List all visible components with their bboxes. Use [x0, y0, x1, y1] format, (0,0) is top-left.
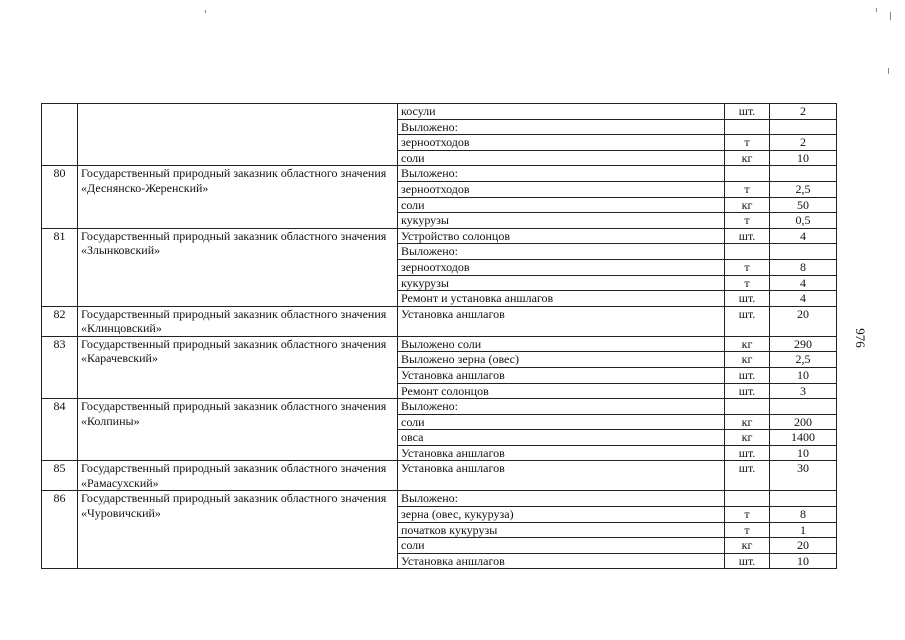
row-number: 86: [42, 491, 78, 569]
unit-cell: [725, 119, 770, 135]
activity-cell: соли: [398, 414, 725, 430]
activity-cell: зерноотходов: [398, 135, 725, 151]
activity-cell: соли: [398, 197, 725, 213]
quantity-cell: 50: [770, 197, 837, 213]
unit-cell: шт.: [725, 461, 770, 491]
activity-cell: початков кукурузы: [398, 522, 725, 538]
unit-cell: шт.: [725, 445, 770, 461]
reserve-name: Государственный природный заказник областного значения «Чуровичский»: [78, 491, 398, 569]
unit-cell: т: [725, 181, 770, 197]
activity-cell: Установка аншлагов: [398, 445, 725, 461]
quantity-cell: 290: [770, 336, 837, 352]
activity-cell: кукурузы: [398, 213, 725, 229]
activity-cell: косули: [398, 104, 725, 120]
activity-cell: Устройство солонцов: [398, 228, 725, 244]
scan-mark: [876, 8, 877, 12]
unit-cell: кг: [725, 336, 770, 352]
activity-cell: Установка аншлагов: [398, 553, 725, 569]
activity-cell: зерноотходов: [398, 259, 725, 275]
unit-cell: кг: [725, 430, 770, 446]
unit-cell: т: [725, 135, 770, 151]
quantity-cell: 2: [770, 135, 837, 151]
quantity-cell: 0,5: [770, 213, 837, 229]
unit-cell: шт.: [725, 228, 770, 244]
reserve-name: Государственный природный заказник областного значения «Колпины»: [78, 399, 398, 461]
unit-cell: т: [725, 275, 770, 291]
activity-cell: Выложено:: [398, 399, 725, 415]
quantity-cell: 20: [770, 306, 837, 336]
quantity-cell: 10: [770, 553, 837, 569]
activity-cell: Установка аншлагов: [398, 306, 725, 336]
table-row: [42, 336, 837, 352]
unit-cell: кг: [725, 150, 770, 166]
quantity-cell: 20: [770, 538, 837, 554]
unit-cell: кг: [725, 197, 770, 213]
reserve-name: [78, 104, 398, 166]
unit-cell: кг: [725, 352, 770, 368]
activity-cell: Установка аншлагов: [398, 461, 725, 491]
table-row: [42, 166, 837, 182]
reserve-name: Государственный природный заказник областного значения «Злынковский»: [78, 228, 398, 306]
table-body: [42, 104, 837, 569]
activity-cell: Выложено:: [398, 119, 725, 135]
activity-cell: Ремонт солонцов: [398, 383, 725, 399]
quantity-cell: [770, 399, 837, 415]
table-row: [42, 228, 837, 244]
quantity-cell: [770, 491, 837, 507]
reserves-table: [41, 103, 837, 569]
table-row: [42, 104, 837, 120]
unit-cell: т: [725, 213, 770, 229]
activity-cell: Установка аншлагов: [398, 367, 725, 383]
quantity-cell: 2: [770, 104, 837, 120]
activity-cell: овса: [398, 430, 725, 446]
unit-cell: шт.: [725, 291, 770, 307]
quantity-cell: 200: [770, 414, 837, 430]
quantity-cell: 10: [770, 150, 837, 166]
quantity-cell: [770, 244, 837, 260]
row-number: 80: [42, 166, 78, 228]
unit-cell: [725, 399, 770, 415]
unit-cell: шт.: [725, 104, 770, 120]
unit-cell: т: [725, 522, 770, 538]
unit-cell: кг: [725, 414, 770, 430]
unit-cell: шт.: [725, 306, 770, 336]
activity-cell: Выложено:: [398, 491, 725, 507]
unit-cell: кг: [725, 538, 770, 554]
quantity-cell: 10: [770, 445, 837, 461]
activity-cell: Выложено:: [398, 244, 725, 260]
quantity-cell: 1: [770, 522, 837, 538]
quantity-cell: [770, 166, 837, 182]
unit-cell: шт.: [725, 367, 770, 383]
quantity-cell: 1400: [770, 430, 837, 446]
reserve-name: Государственный природный заказник областного значения «Деснянско-Жеренский»: [78, 166, 398, 228]
unit-cell: т: [725, 507, 770, 523]
activity-cell: соли: [398, 150, 725, 166]
scan-mark: [888, 68, 889, 74]
row-number: 81: [42, 228, 78, 306]
row-number: 85: [42, 461, 78, 491]
quantity-cell: 2,5: [770, 352, 837, 368]
unit-cell: шт.: [725, 553, 770, 569]
activity-cell: Выложено:: [398, 166, 725, 182]
activity-cell: Выложено зерна (овес): [398, 352, 725, 368]
quantity-cell: 10: [770, 367, 837, 383]
row-number: 82: [42, 306, 78, 336]
quantity-cell: 2,5: [770, 181, 837, 197]
quantity-cell: 8: [770, 259, 837, 275]
activity-cell: соли: [398, 538, 725, 554]
activity-cell: кукурузы: [398, 275, 725, 291]
row-number: 83: [42, 336, 78, 398]
unit-cell: т: [725, 259, 770, 275]
reserve-name: Государственный природный заказник областного значения «Рамасухский»: [78, 461, 398, 491]
quantity-cell: [770, 119, 837, 135]
table-row: [42, 306, 837, 336]
activity-cell: Выложено соли: [398, 336, 725, 352]
scan-mark: [205, 10, 206, 13]
activity-cell: зерна (овес, кукуруза): [398, 507, 725, 523]
quantity-cell: 4: [770, 275, 837, 291]
quantity-cell: 4: [770, 291, 837, 307]
quantity-cell: 4: [770, 228, 837, 244]
reserve-name: Государственный природный заказник областного значения «Карачевский»: [78, 336, 398, 398]
quantity-cell: 3: [770, 383, 837, 399]
reserve-name: Государственный природный заказник областного значения «Клинцовский»: [78, 306, 398, 336]
unit-cell: шт.: [725, 383, 770, 399]
table-row: [42, 399, 837, 415]
unit-cell: [725, 491, 770, 507]
table-row: [42, 491, 837, 507]
table-row: [42, 461, 837, 491]
activity-cell: зерноотходов: [398, 181, 725, 197]
unit-cell: [725, 166, 770, 182]
scan-mark: [890, 12, 891, 20]
unit-cell: [725, 244, 770, 260]
quantity-cell: 8: [770, 507, 837, 523]
page-number: 976: [852, 328, 868, 348]
row-number: [42, 104, 78, 166]
activity-cell: Ремонт и установка аншлагов: [398, 291, 725, 307]
quantity-cell: 30: [770, 461, 837, 491]
row-number: 84: [42, 399, 78, 461]
